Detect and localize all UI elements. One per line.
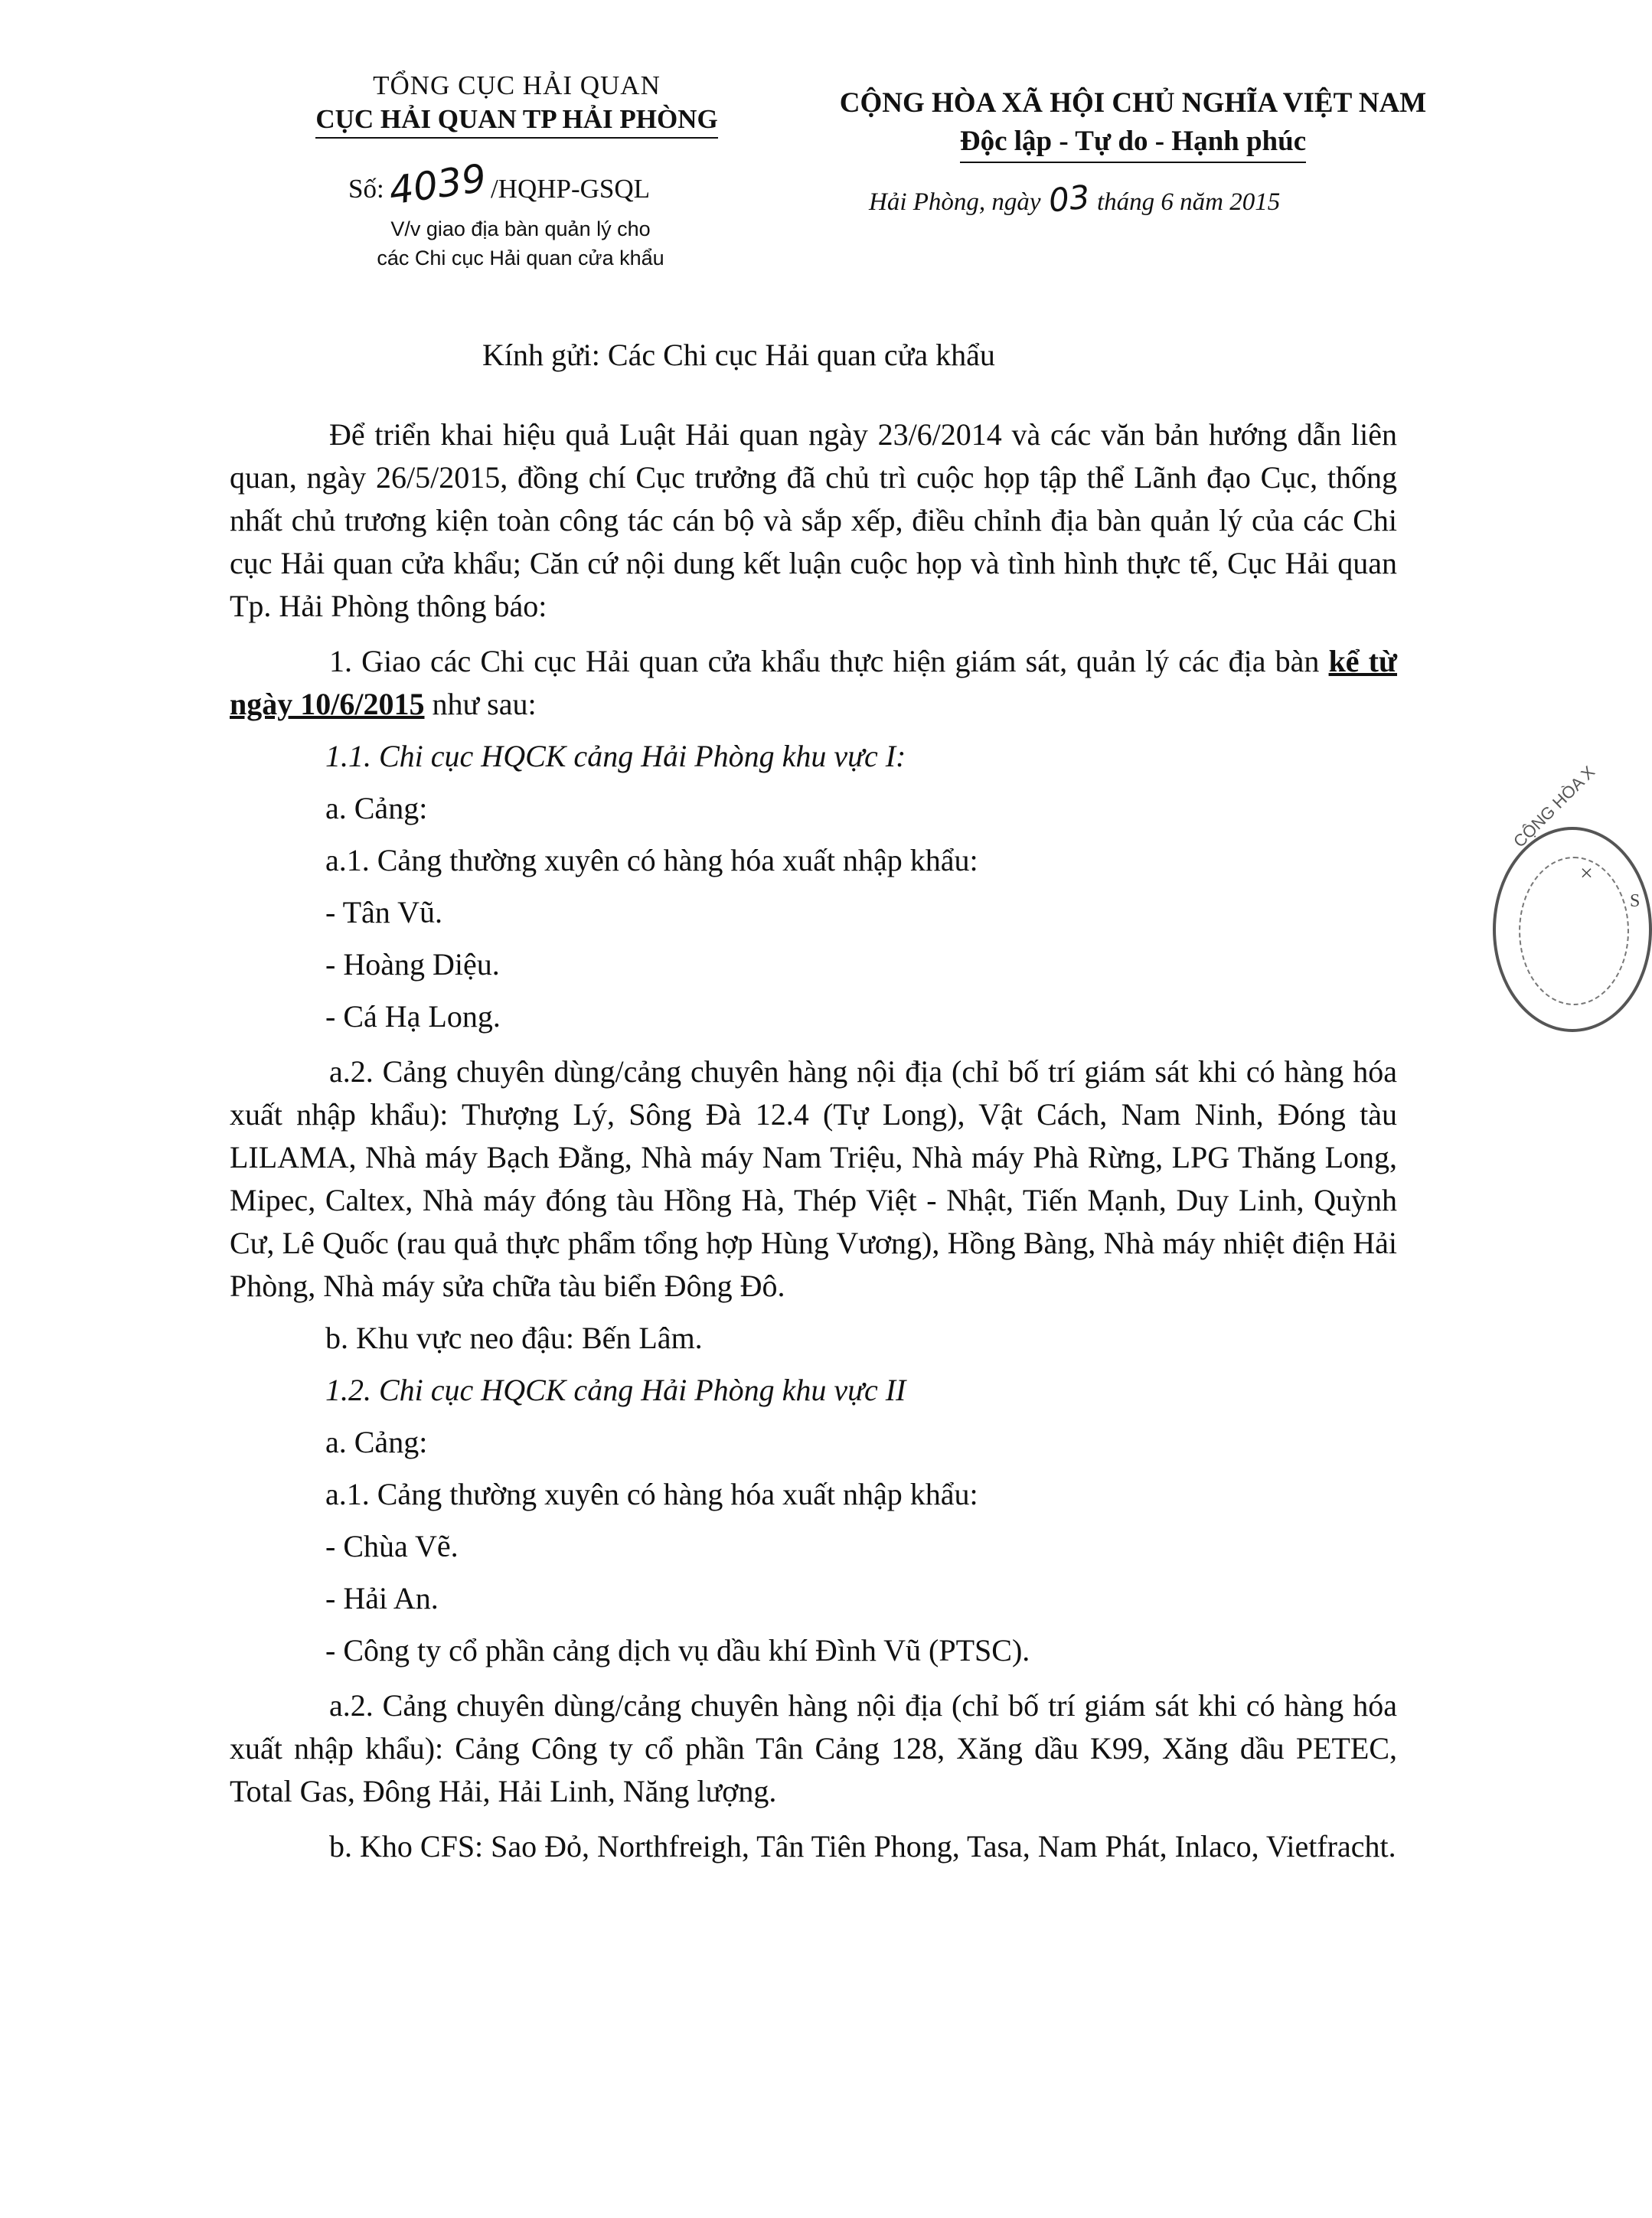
country-name: CỘNG HÒA XÃ HỘI CHỦ NGHĨA VIỆT NAM (839, 87, 1427, 119)
list-item: - Tân Vũ. (325, 895, 442, 929)
intro-paragraph: Để triển khai hiệu quả Luật Hải quan ngày 23/6/2014 và các văn bản hướng dẫn liên quan, ngày 26/5/2015, đồng chí Cục trưởng đã chủ trì cuộc họp tập thể Lãnh đạo Cục, thống nhất chủ trương kiện toàn công tác cán bộ và sắp xếp, điều chỉnh địa bàn quản lý của các Chi cục Hải quan cửa khẩu; Căn cứ nội dung kết luận cuộc họp và tình hình thực tế, Cục Hải quan Tp. Hải Phòng thông báo: (230, 417, 1397, 623)
seal-text: CỘNG HÒA X (1510, 762, 1599, 851)
item-1: 1. Giao các Chi cục Hải quan cửa khẩu thực hiện giám sát, quản lý các địa bàn kể từ ngày 10/6/2015 như sau: (230, 644, 1398, 721)
issue-date (869, 178, 1281, 220)
date-suffix: tháng 6 năm 2015 (1097, 188, 1281, 216)
section-1-1-title: 1.1. Chi cục HQCK cảng Hải Phòng khu vực I: (325, 739, 906, 773)
section-1-2-a1: a.1. Cảng thường xuyên có hàng hóa xuất nhập khẩu: (325, 1477, 978, 1511)
list-item: - Hoàng Diệu. (325, 947, 500, 982)
list-item: - Công ty cổ phần cảng dịch vụ dầu khí Đình Vũ (PTSC). (325, 1633, 1030, 1668)
list-item: - Hải An. (325, 1581, 439, 1615)
salutation: Kính gửi: Các Chi cục Hải quan cửa khẩu (482, 338, 995, 372)
subject-line-1: V/v giao địa bàn quản lý cho (390, 217, 651, 240)
date-prefix: Hải Phòng, ngày (869, 188, 1041, 216)
handwritten-number: 4039 (386, 155, 489, 214)
number-prefix: Số: (348, 174, 384, 204)
list-item: - Cá Hạ Long. (325, 999, 501, 1034)
issuing-agency: CỤC HẢI QUAN TP HẢI PHÒNG (315, 103, 717, 139)
seal-mark-icon: S (1630, 891, 1641, 911)
section-1-2-a: a. Cảng: (325, 1425, 428, 1459)
section-1-1-a2: a.2. Cảng chuyên dùng/cảng chuyên hàng nội địa (chỉ bố trí giám sát khi có hàng hóa xuất nhập khẩu): Thượng Lý, Sông Đà 12.4 (Tự Long), Vật Cách, Nam Ninh, Đóng tàu LILAMA, Nhà máy Bạch Đằng, Nhà máy Nam Triệu, Nhà máy Phà Rừng, LPG Thăng Long, Mipec, Caltex, Nhà máy đóng tàu Hồng Hà, Thép Việt - Nhật, Tiến Mạnh, Duy Linh, Quỳnh Cư, Lê Quốc (rau quả thực phẩm tổng hợp Hùng Vương), Hồng Bàng, Nhà máy nhiệt điện Hải Phòng, Nhà máy sửa chữa tàu biển Đông Đô. (230, 1054, 1397, 1303)
document-number (348, 155, 651, 214)
document-body (230, 413, 1397, 1868)
national-motto: Độc lập - Tự do - Hạnh phúc (960, 122, 1306, 163)
seal-mark-icon: × (1580, 861, 1593, 886)
document-subject (306, 214, 735, 273)
subject-line-2: các Chi cục Hải quan cửa khẩu (377, 247, 664, 269)
section-1-2-a2: a.2. Cảng chuyên dùng/cảng chuyên hàng nội địa (chỉ bố trí giám sát khi có hàng hóa xuất nhập khẩu): Cảng Công ty cổ phần Tân Cảng 128, Xăng dầu K99, Xăng dầu PETEC, Total Gas, Đông Hải, Hải Linh, Năng lượng. (230, 1688, 1397, 1808)
national-header (804, 84, 1462, 163)
number-suffix: /HQHP-GSQL (490, 174, 651, 204)
section-1-1-b: b. Khu vực neo đậu: Bến Lâm. (325, 1321, 703, 1355)
effective-date: kể từ ngày 10/6/2015 (230, 644, 1398, 721)
section-1-1-a1: a.1. Cảng thường xuyên có hàng hóa xuất nhập khẩu: (325, 843, 978, 877)
section-1-1-a: a. Cảng: (325, 791, 428, 825)
official-seal-icon (1493, 762, 1652, 1032)
handwritten-day: 03 (1046, 178, 1092, 220)
section-1-2-title: 1.2. Chi cục HQCK cảng Hải Phòng khu vực II (325, 1373, 906, 1407)
issuing-agency-block (253, 69, 781, 139)
parent-agency: TỔNG CỤC HẢI QUAN (373, 70, 661, 100)
list-item: - Chùa Vẽ. (325, 1529, 459, 1563)
section-1-2-b: b. Kho CFS: Sao Đỏ, Northfreigh, Tân Tiên Phong, Tasa, Nam Phát, Inlaco, Vietfracht. (329, 1829, 1396, 1864)
